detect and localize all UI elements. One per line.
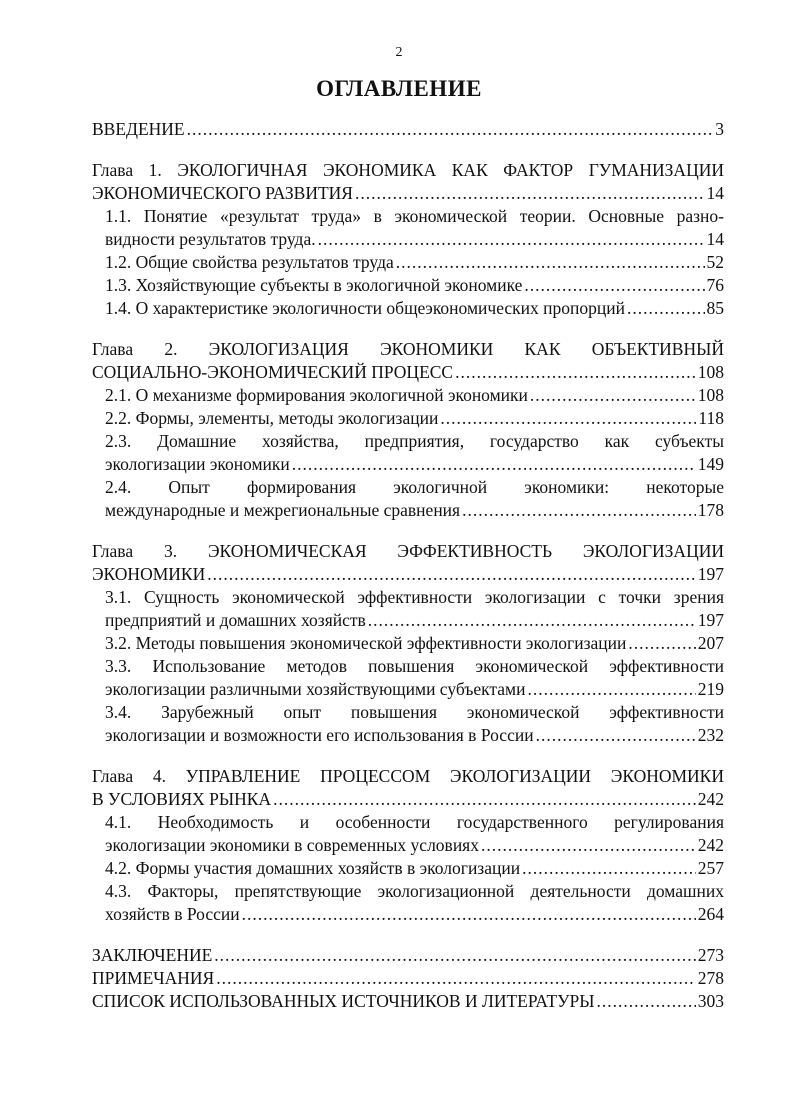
section-title-line: экологизации экономики в современных условиях (105, 835, 479, 855)
toc-page-number: 14 (706, 229, 724, 249)
dot-leader (396, 251, 705, 274)
toc-page-number: 178 (697, 500, 724, 520)
toc-page-number: 273 (697, 945, 724, 965)
section-title-line: экологизации различными хозяйствующими субъектами (105, 679, 526, 699)
toc-page-number: 303 (697, 991, 724, 1011)
toc-section (92, 811, 724, 857)
toc-chapter-1 (92, 159, 724, 320)
page-number: 2 (395, 45, 403, 60)
chapter-title-line: Глава 4. УПРАВЛЕНИЕ ПРОЦЕССОМ ЭКОЛОГИЗАЦИИ ЭКОНОМИКИ (92, 766, 724, 786)
toc-section (92, 880, 724, 926)
toc-section (92, 586, 724, 632)
toc-section (92, 274, 724, 297)
table-of-contents (92, 118, 724, 1013)
dot-leader (462, 499, 696, 522)
toc-section (92, 701, 724, 747)
section-title-line: 1.4. О характеристике экологичности общеэкономических пропорций (105, 298, 625, 318)
section-title-line: 2.4. Опыт формирования экологичной экономики: некоторые (105, 477, 724, 497)
dot-leader (524, 274, 704, 297)
toc-section (92, 857, 724, 880)
toc-section (92, 205, 724, 251)
section-title-end (105, 499, 724, 522)
toc-page-number: 257 (697, 858, 724, 878)
section-title-line: видности результатов труда. (105, 229, 316, 249)
dot-leader (292, 453, 696, 476)
dot-leader (214, 944, 695, 967)
dot-leader (440, 407, 696, 430)
dot-leader (530, 384, 696, 407)
toc-page-number: 85 (706, 298, 724, 318)
chapter-title-line: В УСЛОВИЯХ РЫНКА (92, 789, 272, 809)
toc-section (92, 407, 724, 430)
dot-leader (628, 632, 695, 655)
section-title-line: экологизации экономики (105, 454, 290, 474)
chapter-title-line: Глава 1. ЭКОЛОГИЧНАЯ ЭКОНОМИКА КАК ФАКТОР ГУМАНИЗАЦИИ (92, 160, 724, 180)
toc-entry-text: СПИСОК ИСПОЛЬЗОВАННЫХ ИСТОЧНИКОВ И ЛИТЕРАТУРЫ (92, 991, 595, 1011)
chapter-title-end (92, 788, 724, 811)
toc-page-number: 242 (697, 835, 724, 855)
toc-page-number: 197 (697, 610, 724, 630)
dot-leader (355, 182, 705, 205)
chapter-title-line: СОЦИАЛЬНО-ЭКОНОМИЧЕСКИЙ ПРОЦЕСС (92, 362, 454, 382)
toc-entry-notes (92, 967, 724, 990)
section-title-line: экологизации и возможности его использования в России (105, 725, 534, 745)
section-title-end (105, 678, 724, 701)
toc-section (92, 384, 724, 407)
chapter-title-line: Глава 2. ЭКОЛОГИЗАЦИЯ ЭКОНОМИКИ КАК ОБЪЕКТИВНЫЙ (92, 339, 724, 359)
section-title-line: предприятий и домашних хозяйств (105, 610, 366, 630)
dot-leader (528, 678, 696, 701)
dot-leader (207, 563, 696, 586)
section-title-line: 1.1. Понятие «результат труда» в экономической теории. Основные разно- (105, 206, 724, 226)
section-title-end (105, 453, 724, 476)
dot-leader (242, 903, 696, 926)
section-title-line: 1.3. Хозяйствующие субъекты в экологичной экономике (105, 275, 523, 295)
toc-entry-bibliography (92, 990, 724, 1013)
toc-page-number: 52 (706, 252, 724, 272)
section-title-end (105, 724, 724, 747)
toc-page-number: 207 (697, 633, 724, 653)
toc-entry-text: ПРИМЕЧАНИЯ (92, 968, 215, 988)
toc-chapter-4 (92, 765, 724, 926)
toc-page-number: 149 (697, 454, 724, 474)
chapter-title-end (92, 361, 724, 384)
toc-entry-text: ВВЕДЕНИЕ (92, 119, 185, 139)
dot-leader (597, 990, 696, 1013)
section-title-line: 2.2. Формы, элементы, методы экологизации (105, 408, 439, 428)
toc-page-number: 219 (697, 679, 724, 699)
section-title-line: 3.3. Использование методов повышения экономической эффективности (105, 656, 724, 676)
section-title-line: 1.2. Общие свойства результатов труда (105, 252, 394, 272)
toc-entry-text: ЗАКЛЮЧЕНИЕ (92, 945, 213, 965)
toc-page-number: 264 (697, 904, 724, 924)
toc-page-number: 76 (706, 275, 724, 295)
toc-section (92, 632, 724, 655)
toc-page-number: 3 (715, 119, 724, 139)
toc-section (92, 476, 724, 522)
toc-section (92, 430, 724, 476)
dot-leader (368, 609, 696, 632)
toc-page-number: 242 (697, 789, 724, 809)
dot-leader (455, 361, 696, 384)
toc-chapter-2 (92, 338, 724, 522)
dot-leader (522, 857, 696, 880)
section-title-line: 3.4. Зарубежный опыт повышения экономической эффективности (105, 702, 724, 722)
section-title-end (105, 834, 724, 857)
chapter-title-end (92, 182, 724, 205)
dot-leader (627, 297, 705, 320)
toc-page-number: 118 (698, 408, 724, 428)
toc-page-number: 278 (697, 968, 724, 988)
section-title-line: 2.1. О механизме формирования экологичной экономики (105, 385, 528, 405)
toc-section (92, 655, 724, 701)
section-title-end (105, 228, 724, 251)
section-title-line: международные и межрегиональные сравнения (105, 500, 461, 520)
section-title-line: хозяйств в России (105, 904, 240, 924)
section-title-end (105, 609, 724, 632)
toc-page-number: 14 (706, 183, 724, 203)
toc-page-number: 108 (697, 362, 724, 382)
dot-leader (318, 228, 705, 251)
section-title-line: 3.2. Методы повышения экономической эффективности экологизации (105, 633, 627, 653)
dot-leader (536, 724, 696, 747)
dot-leader (187, 118, 714, 141)
toc-page-number: 197 (697, 564, 724, 584)
toc-entry-conclusion (92, 944, 724, 967)
chapter-title-line: Глава 3. ЭКОНОМИЧЕСКАЯ ЭФФЕКТИВНОСТЬ ЭКОЛОГИЗАЦИИ (92, 541, 724, 561)
toc-end-matter (92, 944, 724, 1013)
section-title-line: 3.1. Сущность экономической эффективности экологизации с точки зрения (105, 587, 724, 607)
chapter-title-end (92, 563, 724, 586)
toc-section (92, 297, 724, 320)
dot-leader (216, 967, 696, 990)
section-title-line: 4.1. Необходимость и особенности государственного регулирования (105, 812, 724, 832)
toc-section (92, 251, 724, 274)
dot-leader (481, 834, 696, 857)
toc-page-number: 108 (697, 385, 724, 405)
dot-leader (273, 788, 696, 811)
section-title-line: 4.3. Факторы, препятствующие экологизационной деятельности домашних (105, 881, 724, 901)
section-title-line: 2.3. Домашние хозяйства, предприятия, государство как субъекты (105, 431, 724, 451)
toc-chapter-3 (92, 540, 724, 747)
chapter-title-line: ЭКОНОМИЧЕСКОГО РАЗВИТИЯ (92, 183, 353, 203)
section-title-line: 4.2. Формы участия домашних хозяйств в экологизации (105, 858, 521, 878)
toc-page-number: 232 (697, 725, 724, 745)
chapter-title-line: ЭКОНОМИКИ (92, 564, 206, 584)
page-title: ОГЛАВЛЕНИЕ (316, 76, 482, 101)
toc-entry-intro (92, 118, 724, 141)
section-title-end (105, 903, 724, 926)
